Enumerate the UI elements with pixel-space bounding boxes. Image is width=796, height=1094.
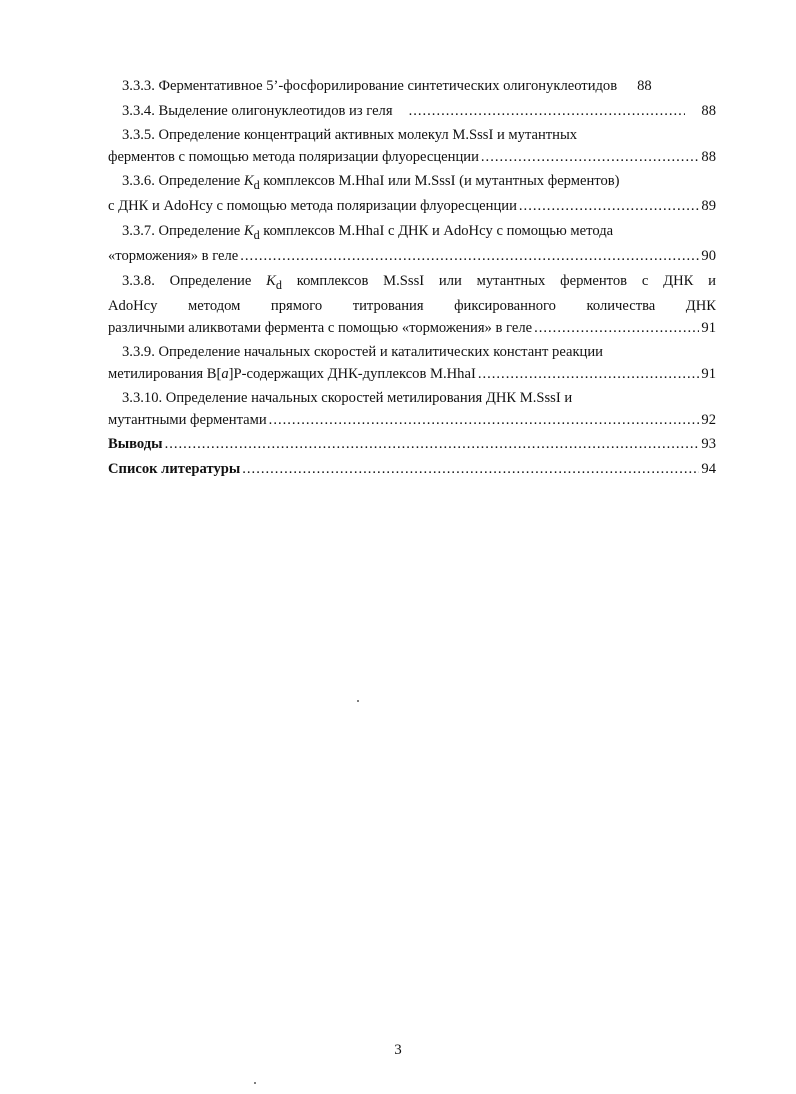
toc-entry-page: 94 [701,460,716,477]
toc-entry-3-3-10 [108,388,716,431]
toc-entry-3-3-8 [108,271,716,339]
toc-entry-conclusions [108,434,716,456]
toc-entry-title-line: AdoHcy методом прямого титрования фиксированного количества ДНК [108,298,716,315]
toc-entry-3-3-7 [108,221,716,268]
toc-entry-title-line: 3.3.6. Определение $K_d$ комплексов M.HhaI или M.SssI (и мутантных ферментов) [122,173,620,192]
toc-entry-title-line: 3.3.7. Определение $K_d$ комплексов M.HhaI с ДНК и AdoHcy с помощью метода [122,222,614,242]
toc-entry-title-line: 3.3.10. Определение начальных скоростей метилирования ДНК M.SssI и [122,390,573,407]
scan-speck [357,700,359,702]
toc-entry-page: 92 [701,411,716,428]
toc-entry-page: 88 [637,78,652,94]
toc-entry-title-line: метилирования B[a]P-содержащих ДНК-дуплексов M.HhaI [108,365,476,382]
toc-entry-title-line: 3.3.8. Определение $K_d$ комплексов M.SssI или мутантных ферментов с ДНК и [122,272,716,292]
toc-entry-page: 91 [701,319,716,336]
toc-entry-title-line: ферментов с помощью метода поляризации флуоресценции [108,148,479,165]
dot-leader [478,364,700,386]
scan-speck [254,1082,256,1084]
toc-entry-page: 88 [701,102,716,119]
toc-entry-3-3-3 [108,76,716,98]
toc-entry-references [108,459,716,481]
dot-leader [242,459,699,481]
kd-subscript: d [275,277,282,292]
toc-entry-page: 89 [701,198,716,215]
toc-entry-page: 88 [701,148,716,165]
dot-leader [481,147,700,169]
kd-subscript: d [253,227,260,242]
toc-entry-page: 93 [701,436,716,453]
toc-entry-title: Список литературы [108,460,241,477]
toc-entry-title-line: 3.3.9. Определение начальных скоростей и каталитических констант реакции [122,344,603,361]
toc-entry-title-line: 3.3.5. Определение концентраций активных молекул M.SssI и мутантных [122,127,578,143]
toc-entry-title-line: с ДНК и AdoHcy с помощью метода поляризации флуоресценции [108,198,517,215]
table-of-contents [108,76,716,483]
toc-entry-3-3-5 [108,125,716,168]
dot-leader [519,196,700,218]
dot-leader [165,434,700,456]
toc-entry-title: Выводы [108,436,163,453]
kd-subscript: d [253,177,260,192]
toc-entry-title-line: мутантными ферментами [108,411,267,428]
dot-leader [269,410,700,432]
toc-entry-3-3-6 [108,171,716,218]
page-number: 3 [394,1042,402,1058]
toc-entry-title-line: «торможения» в геле [108,248,239,265]
kd-symbol: K [243,222,254,239]
dot-leader [534,318,699,340]
toc-entry-title: 3.3.4. Выделение олигонуклеотидов из геля [122,102,393,119]
dot-leader [240,246,699,268]
kd-symbol: K [266,272,276,289]
kd-symbol: K [243,173,254,189]
toc-entry-page: 90 [701,248,716,265]
dot-leader [395,101,686,123]
toc-entry-title: 3.3.3. Ферментативное 5’-фосфорилирование синтетических олигонуклеотидов [122,78,618,94]
toc-entry-3-3-4 [108,101,716,123]
toc-entry-3-3-9 [108,342,716,385]
toc-entry-title-line: различными аликвотами фермента с помощью «торможения» в геле [108,319,533,336]
toc-entry-page: 91 [701,365,716,382]
